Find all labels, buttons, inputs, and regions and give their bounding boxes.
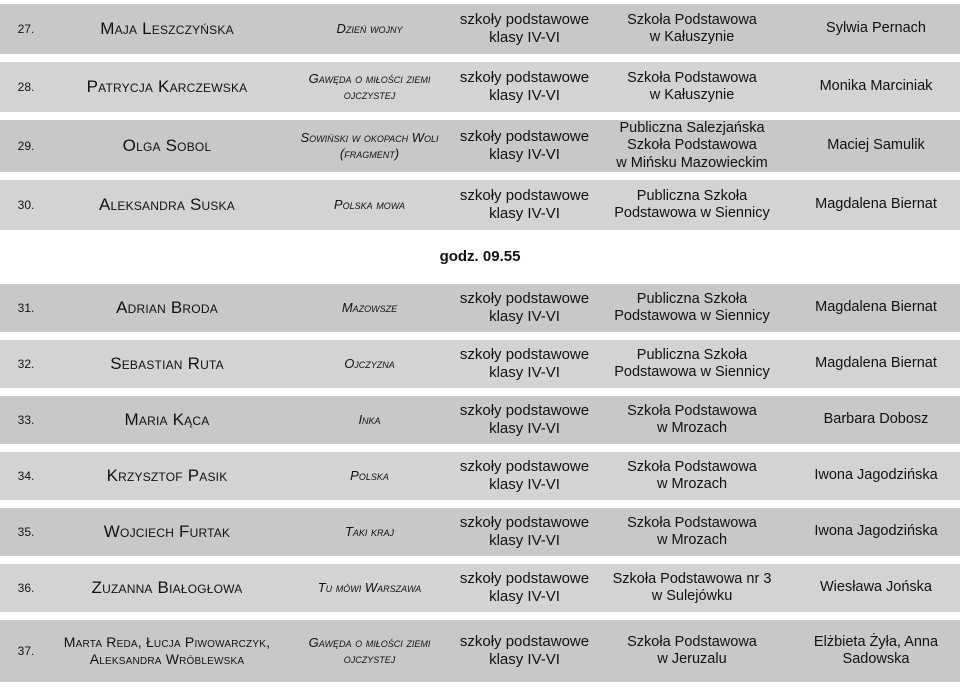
teacher-name: Monika Marciniak	[792, 62, 960, 112]
row-number: 34.	[0, 452, 52, 500]
school-level	[457, 620, 592, 682]
school-name-line: Publiczna Szkoła	[636, 290, 748, 307]
school-name-line: Podstawowa w Siennicy	[614, 364, 770, 380]
piece-title: Polska	[282, 452, 457, 500]
school-level	[457, 396, 592, 444]
piece-title: Ojczyzna	[282, 340, 457, 388]
school-level-line: klasy IV-VI	[489, 205, 560, 223]
teacher-name: Barbara Dobosz	[792, 396, 960, 444]
participant-name: Olga Sobol	[52, 120, 282, 172]
table-row	[0, 180, 960, 230]
piece-title: Sowiński w okopach Woli (fragment)	[282, 120, 457, 172]
schedule-table-bottom	[0, 276, 960, 690]
teacher-name: Maciej Samulik	[792, 120, 960, 172]
school-level-line: szkoły podstawowe	[459, 187, 590, 205]
school-name-line: w Mrozach	[656, 420, 728, 436]
school-name-line: w Sulejówku	[651, 588, 733, 604]
school-name	[592, 620, 792, 682]
school-name-line: w Kałuszynie	[649, 87, 735, 103]
piece-title: Dzień wojny	[282, 4, 457, 54]
school-level-line: szkoły podstawowe	[459, 402, 590, 419]
piece-title: Polska mowa	[282, 180, 457, 230]
school-name	[592, 62, 792, 112]
school-name	[592, 564, 792, 612]
school-name-line: w Kałuszynie	[649, 29, 735, 45]
school-level-line: szkoły podstawowe	[459, 128, 590, 146]
school-name-line: w Jeruzalu	[657, 651, 727, 667]
table-row	[0, 4, 960, 54]
school-name	[592, 180, 792, 230]
table-row	[0, 508, 960, 556]
school-name-line: Szkoła Podstawowa	[627, 69, 757, 86]
school-name-line: Szkoła Podstawowa nr 3	[612, 570, 772, 587]
school-level	[457, 340, 592, 388]
row-number: 30.	[0, 180, 52, 230]
school-level-line: klasy IV-VI	[489, 364, 560, 381]
participant-name: Adrian Broda	[52, 284, 282, 332]
table-row	[0, 284, 960, 332]
table-row	[0, 620, 960, 682]
row-number: 27.	[0, 4, 52, 54]
school-name	[592, 4, 792, 54]
teacher-name: Iwona Jagodzińska	[792, 508, 960, 556]
teacher-name: Magdalena Biernat	[792, 340, 960, 388]
table-row	[0, 452, 960, 500]
school-level	[457, 4, 592, 54]
school-level	[457, 564, 592, 612]
school-name-line: Publiczna Szkoła	[636, 187, 748, 204]
school-name	[592, 120, 792, 172]
piece-title: Inka	[282, 396, 457, 444]
schedule-table-top	[0, 0, 960, 238]
row-number: 29.	[0, 120, 52, 172]
table-row	[0, 396, 960, 444]
school-name-line: Szkoła Podstawowa	[627, 402, 757, 419]
school-level	[457, 508, 592, 556]
school-name-line: Podstawowa w Siennicy	[614, 308, 770, 324]
piece-title: Mazowsze	[282, 284, 457, 332]
school-level-line: szkoły podstawowe	[459, 346, 590, 363]
school-name-line: Szkoła Podstawowa	[627, 11, 757, 28]
school-name	[592, 452, 792, 500]
school-name-line: w Mrozach	[656, 476, 728, 492]
school-level-line: klasy IV-VI	[489, 476, 560, 493]
school-level-line: klasy IV-VI	[489, 146, 560, 164]
school-level-line: szkoły podstawowe	[459, 570, 590, 587]
school-level-line: szkoły podstawowe	[459, 11, 590, 28]
participant-name: Maja Leszczyńska	[52, 4, 282, 54]
school-name	[592, 508, 792, 556]
school-level-line: klasy IV-VI	[489, 588, 560, 605]
teacher-name: Wiesława Jońska	[792, 564, 960, 612]
participant-name: Krzysztof Pasik	[52, 452, 282, 500]
school-name-line: Szkoła Podstawowa	[627, 633, 757, 650]
table-row	[0, 62, 960, 112]
teacher-name: Elżbieta Żyła, Anna Sadowska	[792, 620, 960, 682]
piece-title: Taki kraj	[282, 508, 457, 556]
teacher-name: Magdalena Biernat	[792, 180, 960, 230]
school-level	[457, 62, 592, 112]
teacher-name: Iwona Jagodzińska	[792, 452, 960, 500]
school-name-line: w Mińsku Mazowieckim	[616, 154, 768, 171]
teacher-name: Magdalena Biernat	[792, 284, 960, 332]
piece-title: Gawęda o miłości ziemi ojczystej	[282, 62, 457, 112]
school-level-line: szkoły podstawowe	[459, 514, 590, 531]
school-name-line: Szkoła Podstawowa	[627, 458, 757, 475]
row-number: 37.	[0, 620, 52, 682]
school-level-line: klasy IV-VI	[489, 532, 560, 549]
school-level-line: klasy IV-VI	[489, 87, 560, 104]
school-level-line: szkoły podstawowe	[459, 290, 590, 307]
school-level-line: szkoły podstawowe	[459, 458, 590, 475]
piece-title: Gawęda o miłości ziemi ojczystej	[282, 620, 457, 682]
participant-name: Maria Kąca	[52, 396, 282, 444]
school-name-line: Publiczna Szkoła	[636, 346, 748, 363]
table-row	[0, 340, 960, 388]
school-name	[592, 396, 792, 444]
school-level-line: klasy IV-VI	[489, 651, 560, 668]
table-row	[0, 564, 960, 612]
participant-name: Zuzanna Białogłowa	[52, 564, 282, 612]
school-level-line: szkoły podstawowe	[459, 633, 590, 650]
school-name	[592, 284, 792, 332]
school-level	[457, 284, 592, 332]
school-level	[457, 120, 592, 172]
participant-name: Wojciech Furtak	[52, 508, 282, 556]
school-name-line: w Mrozach	[656, 532, 728, 548]
school-level	[457, 180, 592, 230]
teacher-name: Sylwia Pernach	[792, 4, 960, 54]
school-level-line: klasy IV-VI	[489, 308, 560, 325]
participant-name: Sebastian Ruta	[52, 340, 282, 388]
piece-title: Tu mówi Warszawa	[282, 564, 457, 612]
row-number: 33.	[0, 396, 52, 444]
school-level-line: klasy IV-VI	[489, 29, 560, 46]
school-name-line: Szkoła Podstawowa	[627, 514, 757, 531]
school-level-line: szkoły podstawowe	[459, 69, 590, 86]
row-number: 32.	[0, 340, 52, 388]
table-row	[0, 120, 960, 172]
school-name-line: Publiczna Salezjańska	[619, 120, 765, 136]
row-number: 28.	[0, 62, 52, 112]
school-name-line: Szkoła Podstawowa	[627, 137, 757, 154]
participant-name: Aleksandra Suska	[52, 180, 282, 230]
school-name-line: Podstawowa w Siennicy	[614, 205, 770, 222]
school-name	[592, 340, 792, 388]
time-heading: godz. 09.55	[439, 248, 521, 265]
participant-name: Patrycja Karczewska	[52, 62, 282, 112]
row-number: 35.	[0, 508, 52, 556]
school-level-line: klasy IV-VI	[489, 420, 560, 437]
row-number: 36.	[0, 564, 52, 612]
school-level	[457, 452, 592, 500]
participant-name: Marta Reda, Łucja Piwowarczyk, Aleksandra Wróblewska	[52, 620, 282, 682]
row-number: 31.	[0, 284, 52, 332]
